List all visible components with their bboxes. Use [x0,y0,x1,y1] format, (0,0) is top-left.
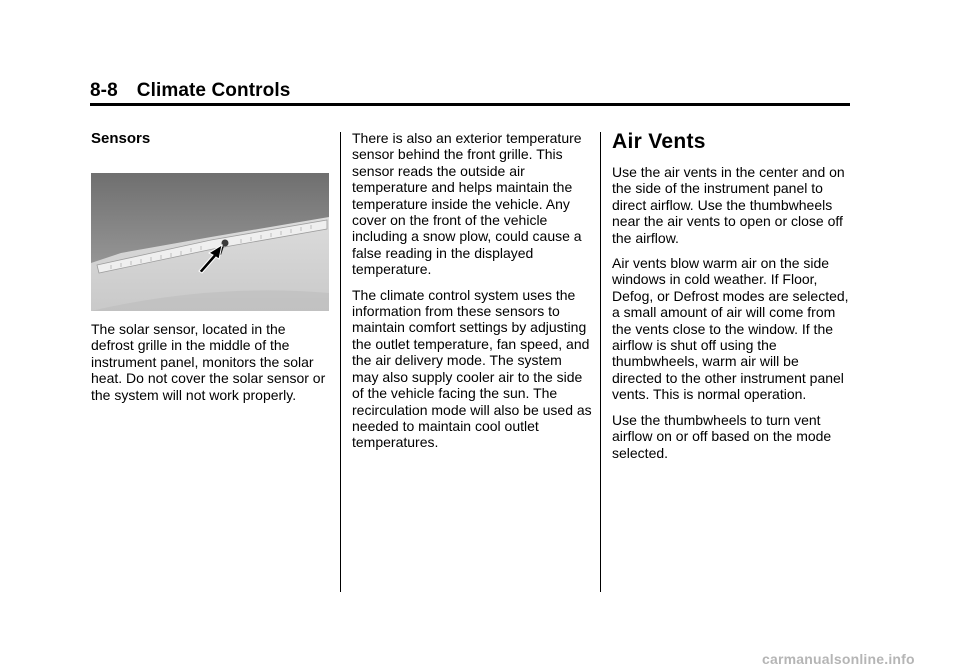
page-number: 8-8 [90,80,118,101]
column-divider [600,132,601,592]
air-vents-text-1: Use the air vents in the center and on the side of the instrument panel to direct airflow. Use the thumbwheels near the air vents to open or close off the airflow. [612,164,845,246]
chapter-title: Climate Controls [136,80,291,101]
column-1 [91,130,331,412]
solar-sensor-text: The solar sensor, located in the defrost grille in the middle of the instrument panel, monitors the solar heat. Do not cover the solar sensor or the system will not work properly. [91,321,326,403]
column-3 [612,130,852,470]
air-vents-text-2: Air vents blow warm air on the side windows in cold weather. If Floor, Defog, or Defrost modes are selected, a small amount of air will come from the vents close to the window. If the airflow is shut off using the thumbwheels, warm air will be directed to the other instrument panel vents. This is normal operation. [612,255,849,403]
column-divider [340,132,341,592]
air-vents-text-3: Use the thumbwheels to turn vent airflow on or off based on the mode selected. [612,411,832,461]
watermark: carmanualsonline.info [762,651,915,667]
climate-system-text: The climate control system uses the information from these sensors to maintain comfort settings by adjusting the outlet temperature, fan speed, and the air delivery mode. The system may also supply cooler air to the side of the vehicle facing the sun. The recirculation mode will also be used as needed to maintain cool outlet temperatures. [352,286,592,451]
column-2 [352,130,592,460]
exterior-sensor-text: There is also an exterior temperature sensor behind the front grille. This sensor reads the outside air temperature and helps maintain the temperature inside the vehicle. Any cover on the front of the vehicle including a snow plow, could cause a false reading in the displayed temperature. [352,130,582,278]
section-title-air-vents: Air Vents [612,130,706,153]
page-header [90,80,290,102]
section-title-sensors: Sensors [91,130,151,147]
header-rule [90,103,850,106]
solar-sensor-photo [91,173,329,311]
